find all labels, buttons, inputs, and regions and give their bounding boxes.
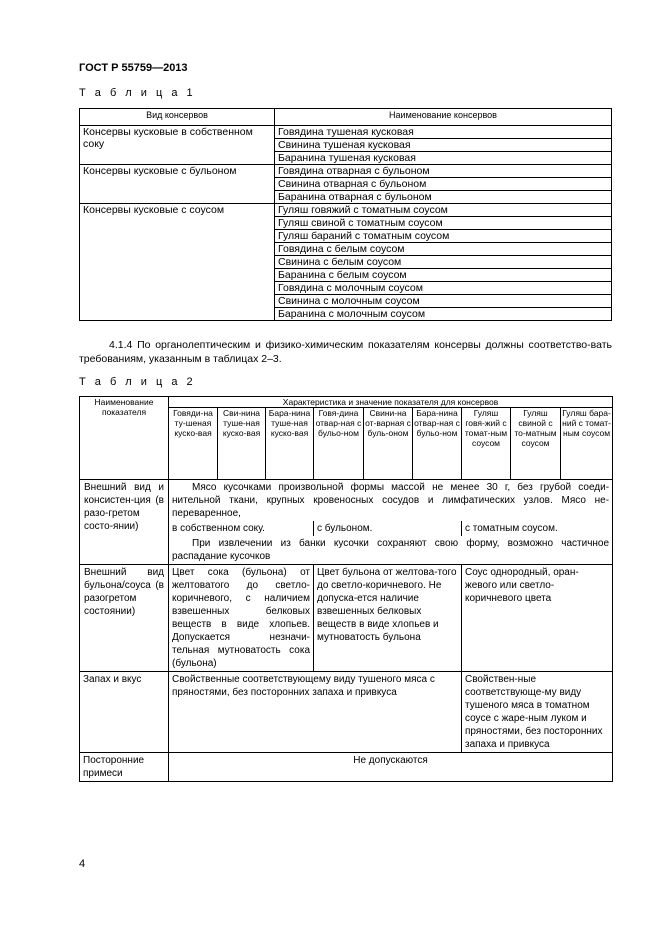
t2-header-product: Гуляш говя-жий с томат-ным соусом xyxy=(462,408,511,480)
t2-header-product: Сви-нина туше-ная куско-вая xyxy=(218,408,266,480)
t1-name-cell: Гуляш бараний с томатным соусом xyxy=(275,230,612,243)
t2-smell-goulash: Свойствен-ные соответствующе-му виду тушеного мяса в томатном соусе с жаре-ным луком и пряностями, без посторонних запаха и привкуса xyxy=(462,672,613,753)
paragraph-text: 4.1.4 По органолептическим и физико-химическим показателям консервы должны соответство-вать требованиям, указанным в таблицах 2–3. xyxy=(79,339,612,365)
t1-name-cell: Говядина с белым соусом xyxy=(275,243,612,256)
t1-name-cell: Говядина тушеная кусковая xyxy=(275,126,612,139)
table1 xyxy=(79,108,612,321)
t2-header-product: Бара-нина отвар-ная с бульо-ном xyxy=(413,408,462,480)
t1-name-cell: Баранина с белым соусом xyxy=(275,269,612,282)
t2-appearance-broth: с бульоном. xyxy=(314,521,462,536)
t2-appearance-main: Мясо кусочками произвольной формы массой не менее 30 г, без грубой соеди-нительной ткани, крупных кровеносных сосудов и лимфатических узлов. Мясо не-переваренное, xyxy=(169,480,613,522)
t2-header-product: Бара-нина туше-ная куско-вая xyxy=(266,408,314,480)
table-row xyxy=(80,126,612,139)
t1-name-cell: Свинина с белым соусом xyxy=(275,256,612,269)
t1-name-cell: Свинина тушеная кусковая xyxy=(275,139,612,152)
t2-smell-stewed-boiled: Свойственные соответствующему виду тушеного мяса с пряностями, без посторонних запаха и привкуса xyxy=(169,672,462,753)
t1-type-cell: Консервы кусковые с соусом xyxy=(80,204,275,321)
t2-broth-stewed: Цвет сока (бульона) от желтоватого до светло-коричневого, с наличием взвешенных белковых веществ в виде хлопьев. Допускается незначи-тельная мутноватость сока (бульона) xyxy=(169,565,314,672)
t2-appearance-own-juice: в собственном соку. xyxy=(169,521,314,536)
t2-broth-goulash: Соус однородный, оран-жевого или светло-коричневого цвета xyxy=(462,565,613,672)
t1-name-cell: Свинина с молочным соусом xyxy=(275,295,612,308)
table2-caption: Т а б л и ц а 2 xyxy=(79,376,196,388)
t2-appearance-tomato: с томатным соусом. xyxy=(462,521,613,536)
t2-header-indicator: Наименование показателя xyxy=(80,397,169,480)
t1-name-cell: Гуляш свиной с томатным соусом xyxy=(275,217,612,230)
t2-header-product: Говя-дина отвар-ная с бульо-ном xyxy=(314,408,364,480)
t2-header-product: Гуляш свиной с то-матным соусом xyxy=(511,408,561,480)
t2-row-impurities-label: Посторонние примеси xyxy=(80,753,169,782)
table-row xyxy=(80,165,612,178)
t1-name-cell: Баранина тушеная кусковая xyxy=(275,152,612,165)
t2-appearance-extra: При извлечении из банки кусочки сохраняют свою форму, возможно частичное распадание кусочков xyxy=(169,536,613,565)
t1-name-cell: Свинина отварная с бульоном xyxy=(275,178,612,191)
page-number: 4 xyxy=(79,858,86,870)
t2-row-smell-label: Запах и вкус xyxy=(80,672,169,753)
t1-type-cell: Консервы кусковые в собственном соку xyxy=(80,126,275,165)
t1-col-type: Вид консервов xyxy=(80,109,275,126)
t1-name-cell: Баранина отварная с бульоном xyxy=(275,191,612,204)
t2-header-group: Характеристика и значение показателя для консервов xyxy=(169,397,613,408)
table-row xyxy=(80,204,612,217)
t2-header-product: Свини-на от-варная с буль-оном xyxy=(364,408,413,480)
t1-name-cell: Говядина с молочным соусом xyxy=(275,282,612,295)
document-id: ГОСТ Р 55759—2013 xyxy=(79,62,188,74)
t1-col-name: Наименование консервов xyxy=(275,109,612,126)
table2 xyxy=(79,396,613,782)
t2-impurities-value: Не допускаются xyxy=(169,753,613,782)
t1-name-cell: Гуляш говяжий с томатным соусом xyxy=(275,204,612,217)
t2-row-broth-label: Внешний вид бульона/соуса (в разогретом состоянии) xyxy=(80,565,169,672)
t2-row-appearance-label: Внешний вид и консистен-ция (в разо-гретом состо-янии) xyxy=(80,480,169,565)
paragraph-4-1-4 xyxy=(79,338,612,366)
t1-type-cell: Консервы кусковые с бульоном xyxy=(80,165,275,204)
t1-name-cell: Баранина с молочным соусом xyxy=(275,308,612,321)
table1-caption: Т а б л и ц а 1 xyxy=(79,87,196,99)
t2-broth-boiled: Цвет бульона от желтова-того до светло-коричневого. Не допуска-ется наличие взвешенных белковых веществ в виде хлопьев и мутноватость бульона xyxy=(314,565,462,672)
t1-name-cell: Говядина отварная с бульоном xyxy=(275,165,612,178)
t2-header-product: Говяди-на ту-шеная куско-вая xyxy=(169,408,218,480)
t2-header-product: Гуляш бара-ний с томат-ным соусом xyxy=(561,408,613,480)
